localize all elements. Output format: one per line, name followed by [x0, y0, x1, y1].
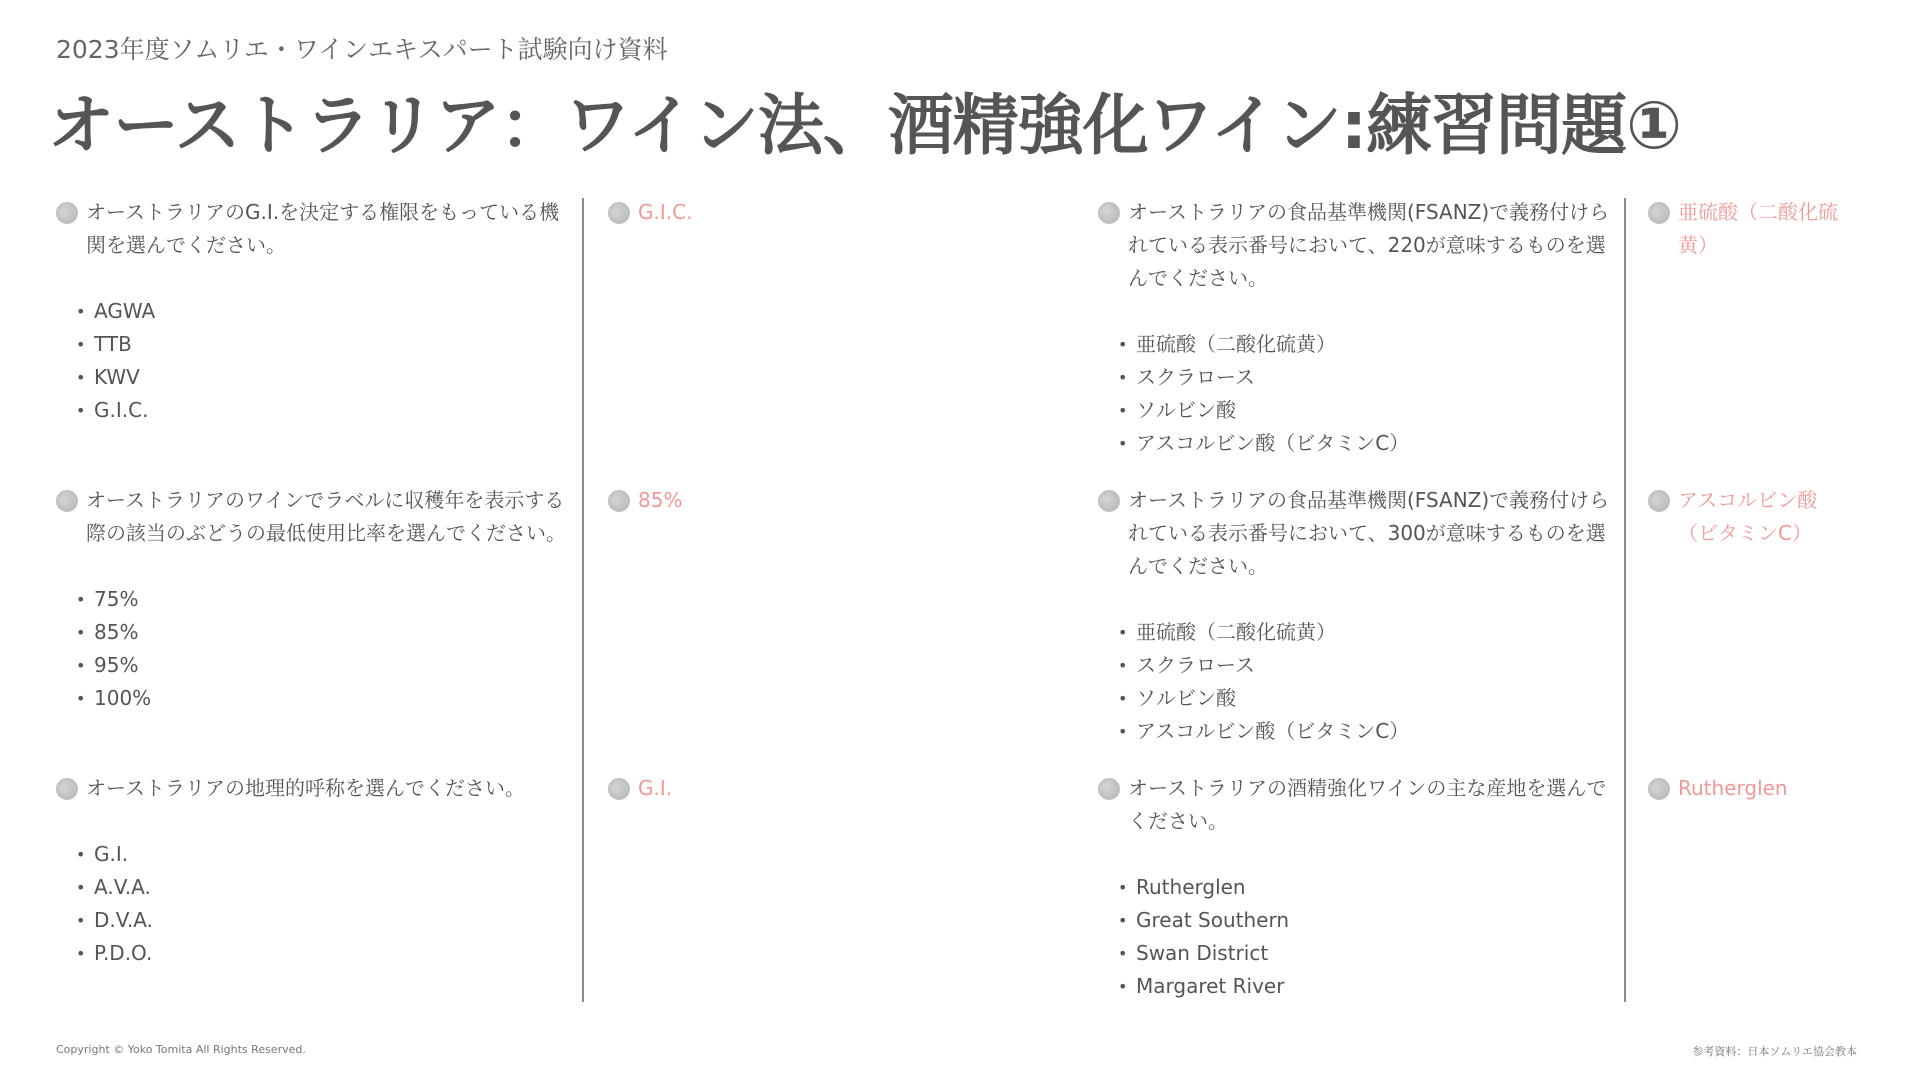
option-list — [56, 295, 574, 427]
bullet-circle-icon — [608, 778, 630, 800]
option-item: • Rutherglen — [1118, 871, 1618, 904]
question-block-4 — [1098, 196, 1618, 460]
option-list — [56, 838, 574, 970]
question-text: オーストラリアのワインでラベルに収穫年を表示する際の該当のぶどうの最低使用比率を選んでください。 — [56, 484, 574, 550]
option-item: • TTB — [76, 328, 574, 361]
option-item: • スクラロース — [1118, 649, 1618, 682]
document-subtitle: 2023年度ソムリエ・ワインエキスパート試験向け資料 — [56, 35, 668, 64]
column-divider-right — [1624, 198, 1626, 1002]
option-list — [1098, 871, 1618, 1003]
question-block-5 — [1098, 484, 1618, 748]
bullet-circle-icon — [56, 778, 78, 800]
page-title: オーストラリア：ワイン法、酒精強化ワイン:練習問題① — [48, 87, 1682, 164]
question-block-1 — [56, 196, 574, 427]
bullet-circle-icon — [56, 490, 78, 512]
option-item: • KWV — [76, 361, 574, 394]
question-text: オーストラリアの食品基準機関(FSANZ)で義務付けられている表示番号において、300が意味するものを選んでください。 — [1098, 484, 1618, 583]
option-item: • ソルビン酸 — [1118, 682, 1618, 715]
option-item: • 100% — [76, 682, 574, 715]
question-text: オーストラリアのG.I.を決定する権限をもっている機関を選んでください。 — [56, 196, 574, 262]
answer-5: アスコルビン酸（ビタミンC） — [1648, 484, 1828, 550]
answer-3: G.I. — [608, 772, 828, 805]
option-item: • A.V.A. — [76, 871, 574, 904]
bullet-circle-icon — [1098, 202, 1120, 224]
reference-text: 参考資料：日本ソムリエ協会教本 — [1692, 1045, 1857, 1058]
question-block-6 — [1098, 772, 1618, 1003]
bullet-circle-icon — [608, 202, 630, 224]
option-item: • D.V.A. — [76, 904, 574, 937]
answer-2: 85% — [608, 484, 828, 517]
bullet-circle-icon — [1098, 778, 1120, 800]
option-item: • AGWA — [76, 295, 574, 328]
bullet-circle-icon — [1648, 778, 1670, 800]
option-item: • Swan District — [1118, 937, 1618, 970]
column-divider-left — [582, 198, 584, 1002]
option-item: • G.I. — [76, 838, 574, 871]
question-text: オーストラリアの地理的呼称を選んでください。 — [56, 772, 574, 805]
bullet-circle-icon — [608, 490, 630, 512]
copyright-text: Copyright © Yoko Tomita All Rights Reserved. — [56, 1043, 306, 1056]
answer-1: G.I.C. — [608, 196, 828, 229]
question-block-3 — [56, 772, 574, 970]
question-text: オーストラリアの食品基準機関(FSANZ)で義務付けられている表示番号において、220が意味するものを選んでください。 — [1098, 196, 1618, 295]
option-item: • 85% — [76, 616, 574, 649]
option-item: • 亜硫酸（二酸化硫黄） — [1118, 616, 1618, 649]
option-item: • スクラロース — [1118, 361, 1618, 394]
option-item: • Margaret River — [1118, 970, 1618, 1003]
answer-6: Rutherglen — [1648, 772, 1868, 805]
option-item: • 95% — [76, 649, 574, 682]
bullet-circle-icon — [1098, 490, 1120, 512]
option-item: • 亜硫酸（二酸化硫黄） — [1118, 328, 1618, 361]
bullet-circle-icon — [1648, 490, 1670, 512]
bullet-circle-icon — [56, 202, 78, 224]
option-item: • Great Southern — [1118, 904, 1618, 937]
option-list — [1098, 616, 1618, 748]
option-item: • G.I.C. — [76, 394, 574, 427]
option-item: • 75% — [76, 583, 574, 616]
option-item: • ソルビン酸 — [1118, 394, 1618, 427]
bullet-circle-icon — [1648, 202, 1670, 224]
option-item: • アスコルビン酸（ビタミンC） — [1118, 427, 1618, 460]
option-item: • P.D.O. — [76, 937, 574, 970]
option-list — [1098, 328, 1618, 460]
question-text: オーストラリアの酒精強化ワインの主な産地を選んでください。 — [1098, 772, 1618, 838]
option-list — [56, 583, 574, 715]
question-block-2 — [56, 484, 574, 715]
option-item: • アスコルビン酸（ビタミンC） — [1118, 715, 1618, 748]
answer-4: 亜硫酸（二酸化硫黄） — [1648, 196, 1860, 262]
